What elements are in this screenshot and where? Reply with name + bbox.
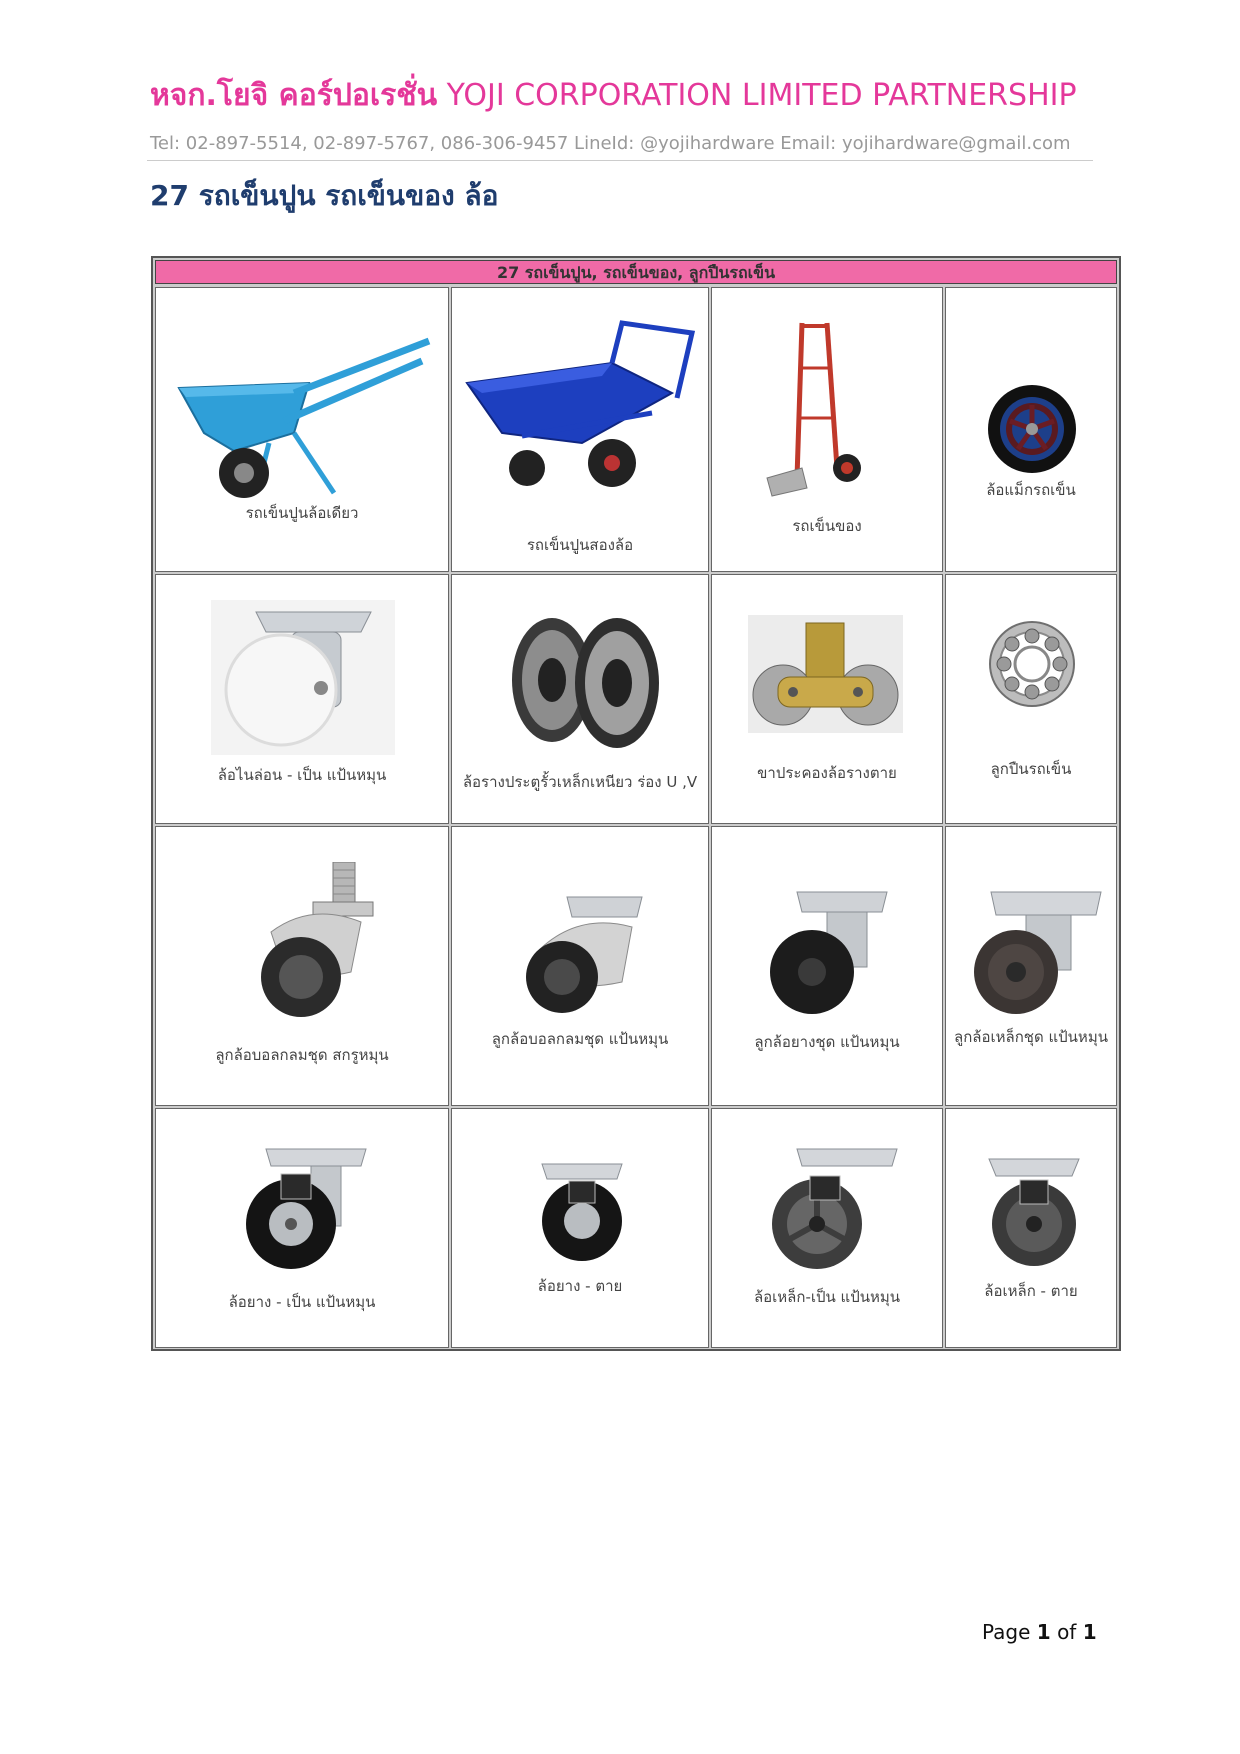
steel-swivel-caster-icon [762, 1144, 902, 1274]
product-caption: ล้อเหล็ก - ตาย [984, 1282, 1078, 1300]
page-footer [982, 1620, 1097, 1644]
page-number: 1 [1036, 1620, 1051, 1644]
nylon-swivel-caster-icon [211, 600, 395, 755]
fixed-track-wheel-bracket-icon [748, 615, 903, 733]
product-cell [945, 826, 1117, 1106]
rubber-caster-plate-icon [757, 887, 897, 1017]
rubber-swivel-caster-icon [231, 1144, 371, 1274]
product-caption: ล้อยาง - เป็น แป้นหมุน [228, 1293, 376, 1311]
catalog-table-title: 27 รถเข็นปูน, รถเข็นของ, ลูกปืนรถเข็น [155, 260, 1117, 284]
company-name-thai: หจก.โยจิ คอร์ปอเรชั่น [150, 78, 438, 113]
wheelbarrow-two-wheel-icon [462, 318, 700, 503]
product-caption: รถเข็นปูนสองล้อ [526, 536, 634, 554]
product-caption: รถเข็นปูนล้อเดียว [245, 504, 359, 522]
product-caption: ลูกล้อบอลกลมชุด แป้นหมุน [491, 1030, 669, 1048]
mag-wheel-icon [986, 383, 1078, 475]
product-caption: ล้อไนล่อน - เป็น แป้นหมุน [217, 766, 387, 784]
wheelbarrow-single-wheel-icon [174, 333, 432, 503]
product-cell [451, 1108, 709, 1348]
company-title [150, 72, 1110, 119]
product-cell [711, 574, 943, 824]
of-label: of [1057, 1620, 1077, 1644]
product-caption: ล้อรางประตูรั้วเหล็กเหนียว ร่อง U ,V [462, 773, 698, 791]
product-caption: ลูกล้อเหล็กชุด แป้นหมุน [954, 1028, 1108, 1046]
product-caption: ลูกล้อบอลกลมชุด สกรูหมุน [215, 1046, 389, 1064]
product-cell [945, 1108, 1117, 1348]
product-caption: ลูกล้อยางชุด แป้นหมุน [754, 1033, 900, 1051]
company-name-english: YOJI CORPORATION LIMITED PARTNERSHIP [446, 78, 1077, 113]
product-cell [451, 287, 709, 572]
product-catalog-table [151, 256, 1121, 1351]
steel-caster-plate-icon [961, 887, 1106, 1017]
product-cell [711, 287, 943, 572]
page-total: 1 [1082, 1620, 1097, 1644]
ball-caster-plate-icon [517, 892, 647, 1017]
steel-fixed-caster-icon [984, 1154, 1084, 1274]
product-caption: ขาประคองล้อรางตาย [757, 764, 897, 782]
gate-track-wheels-icon [492, 615, 682, 755]
product-cell [451, 826, 709, 1106]
page-label: Page [982, 1620, 1031, 1644]
ball-caster-screw-icon [241, 862, 381, 1022]
ball-bearing-icon [988, 620, 1076, 708]
product-cell [155, 1108, 449, 1348]
header-divider [147, 160, 1093, 161]
product-cell [155, 287, 449, 572]
hand-truck-icon [762, 318, 882, 503]
product-caption: ล้อยาง - ตาย [537, 1277, 623, 1295]
product-caption: ลูกปืนรถเข็น [990, 760, 1072, 778]
product-caption: ล้อเหล็ก-เป็น แป้นหมุน [753, 1288, 901, 1306]
product-caption: ล้อแม็กรถเข็น [986, 481, 1076, 499]
product-cell [155, 574, 449, 824]
product-cell [711, 1108, 943, 1348]
contact-line: Tel: 02-897-5514, 02-897-5767, 086-306-9457 LineId: @yojihardware Email: yojihardware@gmail.com [150, 133, 1071, 154]
product-caption: รถเข็นของ [792, 517, 862, 535]
rubber-fixed-caster-icon [537, 1159, 627, 1269]
product-cell [945, 287, 1117, 572]
product-cell [155, 826, 449, 1106]
product-cell [451, 574, 709, 824]
page-heading: 27 รถเข็นปูน รถเข็นของ ล้อ [150, 179, 499, 212]
product-cell [945, 574, 1117, 824]
product-cell [711, 826, 943, 1106]
